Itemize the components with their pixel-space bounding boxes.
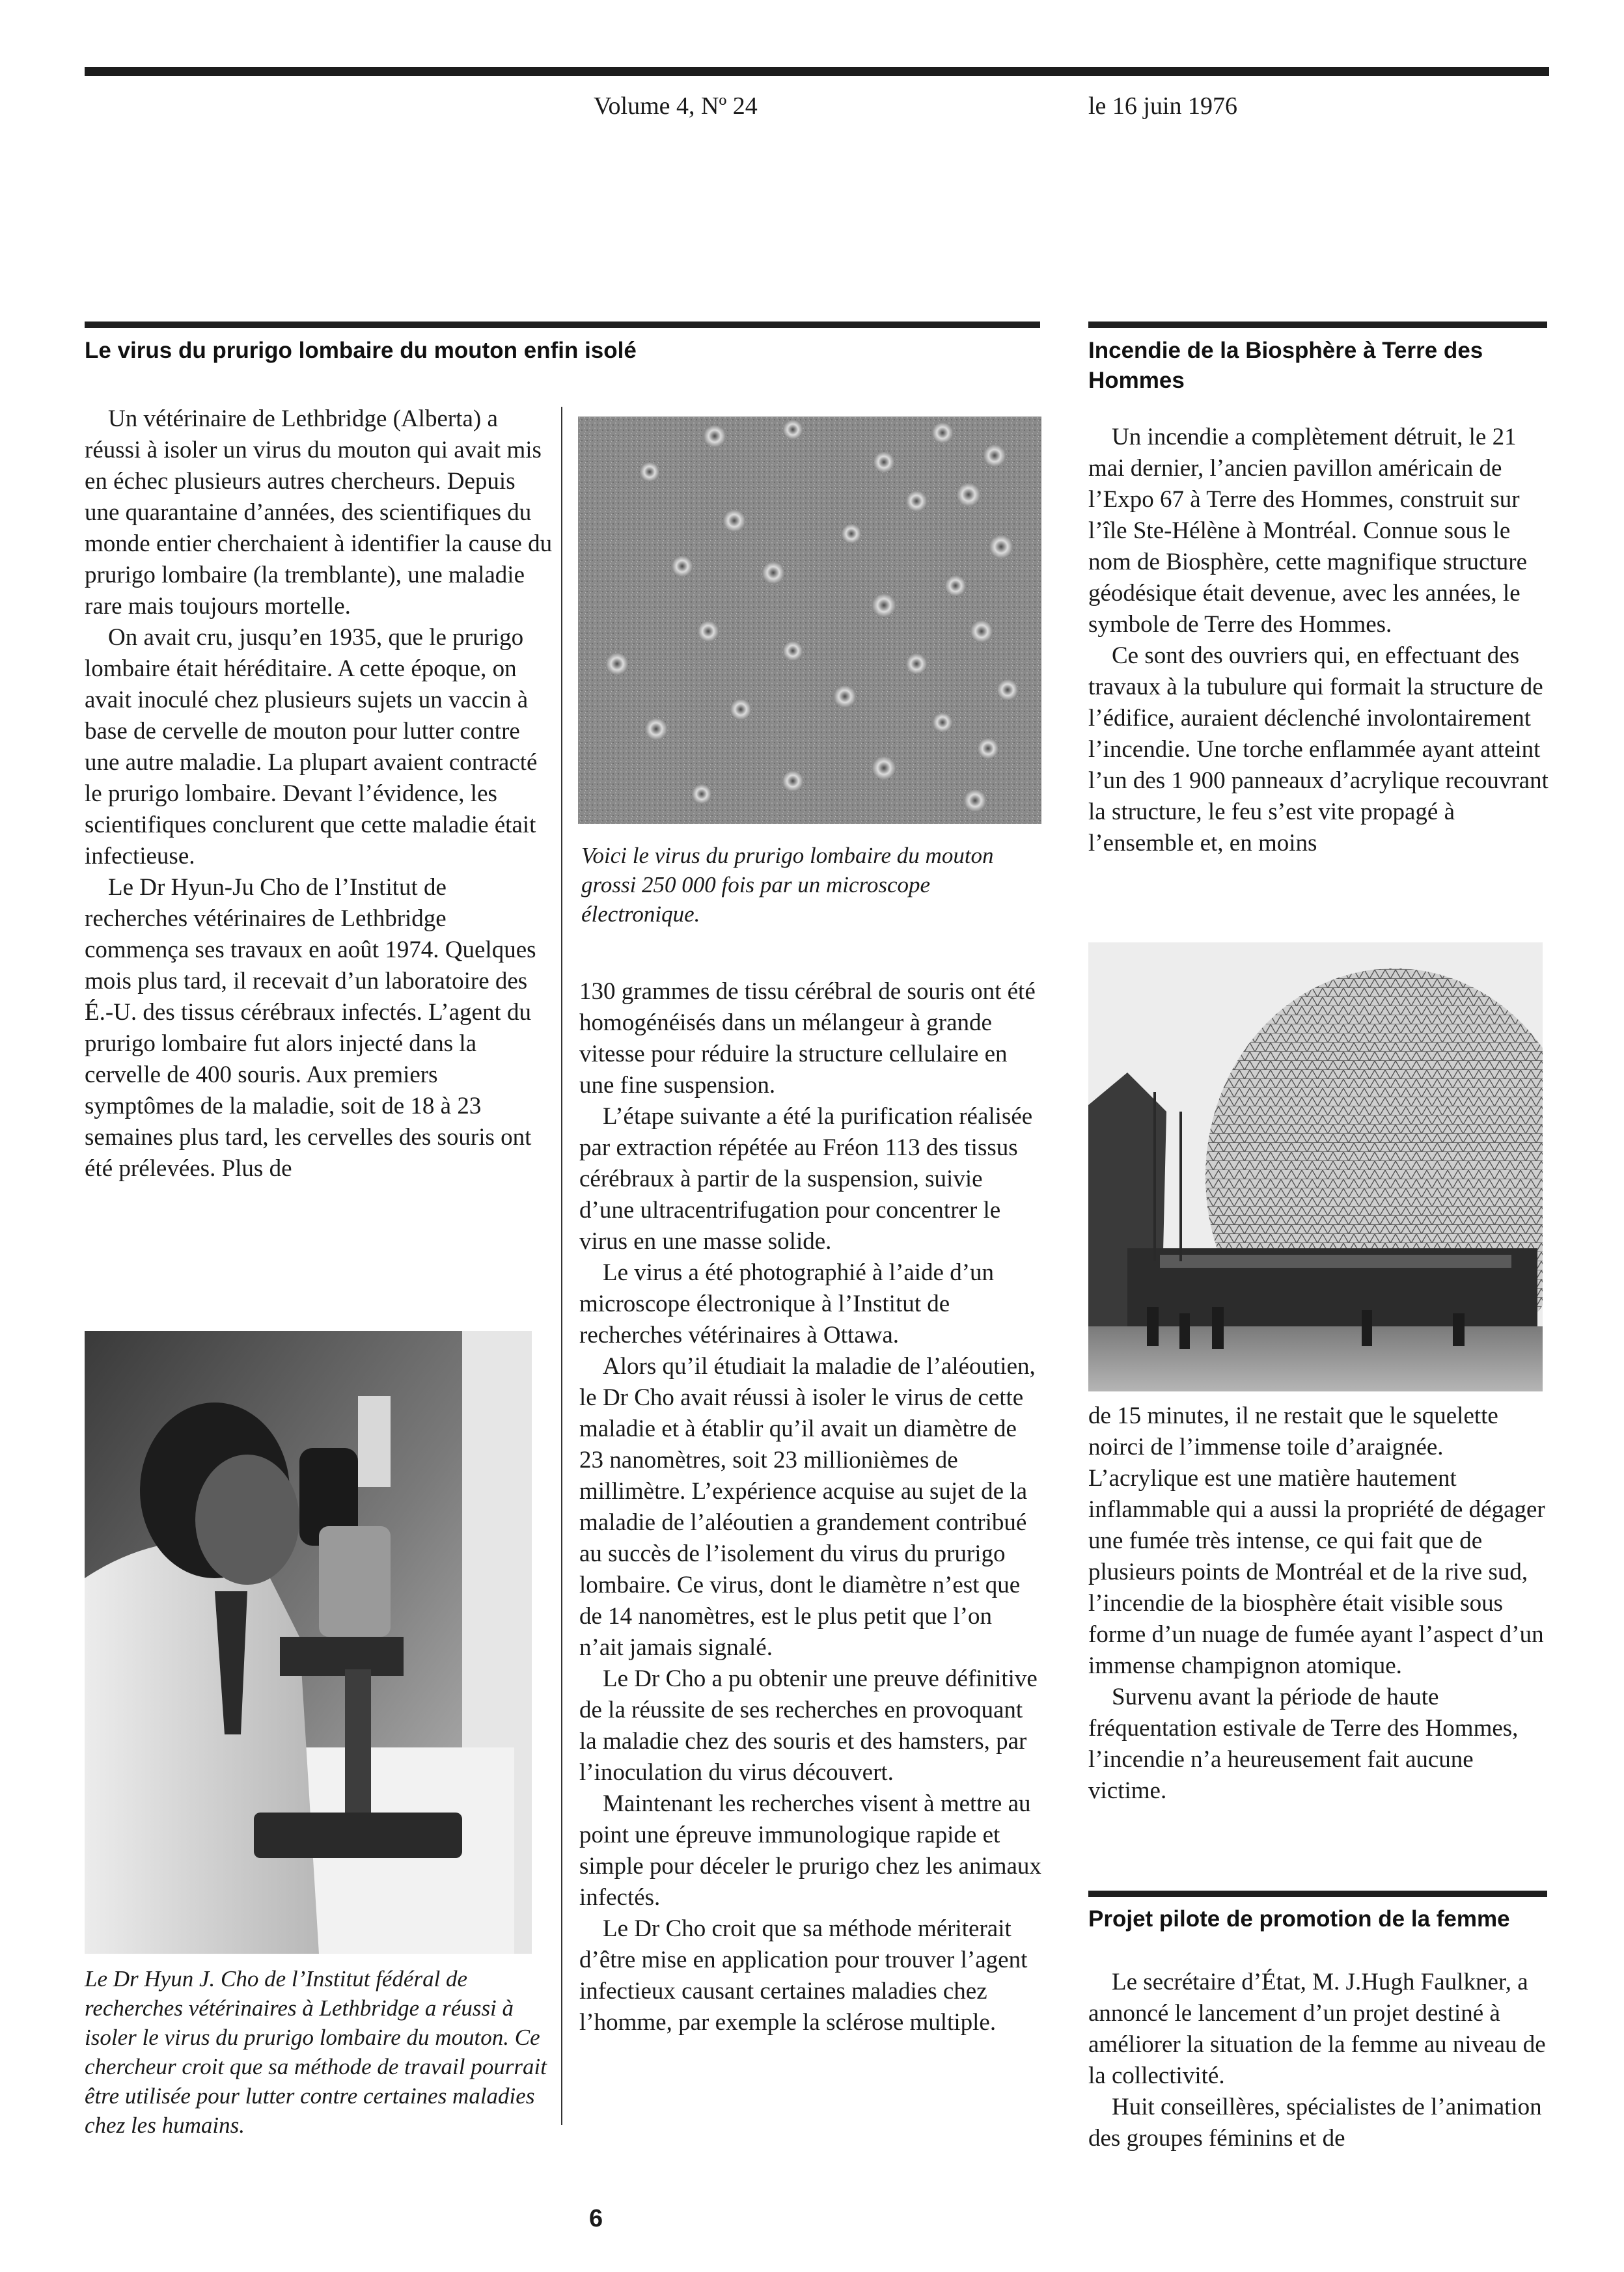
- paragraph: Survenu avant la période de haute fréquentation estivale de Terre des Hommes, l’incendie n’a heureusement fait aucune victime.: [1088, 1684, 1519, 1804]
- top-rule: [85, 67, 1549, 76]
- dr-cho-caption: Le Dr Hyun J. Cho de l’Institut fédéral de recherches vétérinaires à Lethbridge a réussi à isoler le virus du prurigo lombaire du mouton. Ce chercheur croit que sa méthode de travail pourrait être utilisée pour lutter contre certaines maladies chez les humains.: [85, 1966, 547, 2138]
- paragraph: Maintenant les recherches visent à mettre au point une épreuve immunologique rapide et simple pour déceler le prurigo chez les animaux infectés.: [579, 1790, 1041, 1911]
- article-title-femme: Projet pilote de promotion de la femme: [1088, 1906, 1510, 1932]
- paragraph: Ce sont des ouvriers qui, en effectuant des travaux à la tubulure qui formait la structure de l’édifice, auraient déclenché involontairement l’incendie. Une torche enflammée ayant atteint l’un des 1 900 panneaux d’acrylique recouvrant la structure, le feu s’est vite propagé à l’ensemble et, en moins: [1088, 642, 1548, 856]
- virus-micrograph: [578, 417, 1041, 824]
- section-rule: [1088, 322, 1547, 328]
- column-divider: [561, 407, 562, 2125]
- section-rule: [85, 322, 1040, 328]
- virus-caption: Voici le virus du prurigo lombaire du mouton grossi 250 000 fois par un microscope électronique.: [581, 843, 994, 927]
- paragraph: Le Dr Cho croit que sa méthode mériterait d’être mise en application pour trouver l’agent infectieux causant certaines maladies chez l’homme, par exemple la sclérose multiple.: [579, 1915, 1028, 2036]
- article-title-virus: Le virus du prurigo lombaire du mouton enfin isolé: [85, 338, 637, 363]
- fire-text-top: [1088, 422, 1557, 859]
- paragraph: On avait cru, jusqu’en 1935, que le prurigo lombaire était héréditaire. A cette époque, on avait inoculé chez plusieurs sujets un vaccin à base de cervelle de mouton pour lutter contre une autre maladie. La plupart avaient contracté le prurigo lombaire. Devant l’évidence, les scientifiques conclurent que cette maladie était infectieuse.: [85, 624, 538, 869]
- dr-cho-photo: [85, 1331, 532, 1954]
- paragraph: Le Dr Cho a pu obtenir une preuve définitive de la réussite de ses recherches en provoquant la maladie chez des souris et des hamsters, par l’inoculation du virus découvert.: [579, 1665, 1038, 1786]
- paragraph: Un vétérinaire de Lethbridge (Alberta) a réussi à isoler un virus du mouton qui avait mis en échec plusieurs autres chercheurs. Depuis une quarantaine d’années, des scientifiques du monde entier cherchaient à identifier la cause du prurigo lombaire (la tremblante), une maladie rare mais toujours mortelle.: [85, 405, 553, 620]
- page-number: 6: [589, 2205, 603, 2232]
- article-title-fire: Incendie de la Biosphère à Terre des Hommes: [1088, 338, 1483, 393]
- paragraph: Le secrétaire d’État, M. J.Hugh Faulkner, a annoncé le lancement d’un projet destiné à améliorer la situation de la femme au niveau de la collectivité.: [1088, 1969, 1546, 2089]
- paragraph: 130 grammes de tissu cérébral de souris ont été homogénéisés dans un mélangeur à grande vitesse pour réduire la structure cellulaire en une fine suspension.: [579, 978, 1036, 1099]
- biosphere-photo: [1088, 942, 1543, 1391]
- virus-column-1: [85, 404, 553, 1184]
- fire-text-bottom: [1088, 1401, 1557, 1807]
- paragraph: L’étape suivante a été la purification réalisée par extraction répétée au Fréon 113 des tissus cérébraux à partir de la suspension, suivie d’une ultracentrifugation pour concentrer le virus en une masse solide.: [579, 1103, 1033, 1255]
- section-rule: [1088, 1891, 1547, 1897]
- volume-number: Volume 4, Nº 24: [594, 92, 758, 120]
- paragraph: de 15 minutes, il ne restait que le squelette noirci de l’immense toile d’araignée. L’acrylique est une matière hautement inflammable qui a aussi la propriété de dégager une fumée très intense, ce qui fait que de plusieurs points de Montréal et de la rive sud, l’incendie de la biosphère était visible sous forme d’un nuage de fumée ayant l’aspect d’un immense champignon atomique.: [1088, 1403, 1545, 1679]
- paragraph: Le virus a été photographié à l’aide d’un microscope électronique à l’Institut de recherches vétérinaires à Ottawa.: [579, 1259, 995, 1348]
- paragraph: Un incendie a complètement détruit, le 21 mai dernier, l’ancien pavillon américain de l’Expo 67 à Terre des Hommes, construit sur l’île Ste-Hélène à Montréal. Connue sous le nom de Biosphère, cette magnifique structure géodésique était devenue, avec les années, le symbole de Terre des Hommes.: [1088, 424, 1528, 638]
- virus-column-2: [579, 976, 1041, 2038]
- paragraph: Alors qu’il étudiait la maladie de l’aléoutien, le Dr Cho avait réussi à isoler le virus de cette maladie et à établir qu’il avait un diamètre de 23 nanomètres, soit 23 millionièmes de millimètre. L’expérience acquise au sujet de la maladie de l’aléoutien a grandement contribué au succès de l’isolement du virus du prurigo lombaire. Ce virus, dont le diamètre n’est que de 14 nanomètres, est le plus petit que l’on n’ait jamais signalé.: [579, 1353, 1036, 1661]
- paragraph: Huit conseillères, spécialistes de l’animation des groupes féminins et de: [1088, 2094, 1542, 2152]
- issue-date: le 16 juin 1976: [1088, 92, 1238, 120]
- paragraph: Le Dr Hyun-Ju Cho de l’Institut de recherches vétérinaires de Lethbridge commença ses travaux en août 1974. Quelques mois plus tard, il recevait d’un laboratoire des É.-U. des tissus cérébraux infectés. L’agent du prurigo lombaire fut alors injecté dans la cervelle de 400 souris. Aux premiers symptômes de la maladie, soit de 18 à 23 semaines plus tard, les cervelles des souris ont été prélevées. Plus de: [85, 874, 536, 1182]
- femme-text: [1088, 1967, 1557, 2154]
